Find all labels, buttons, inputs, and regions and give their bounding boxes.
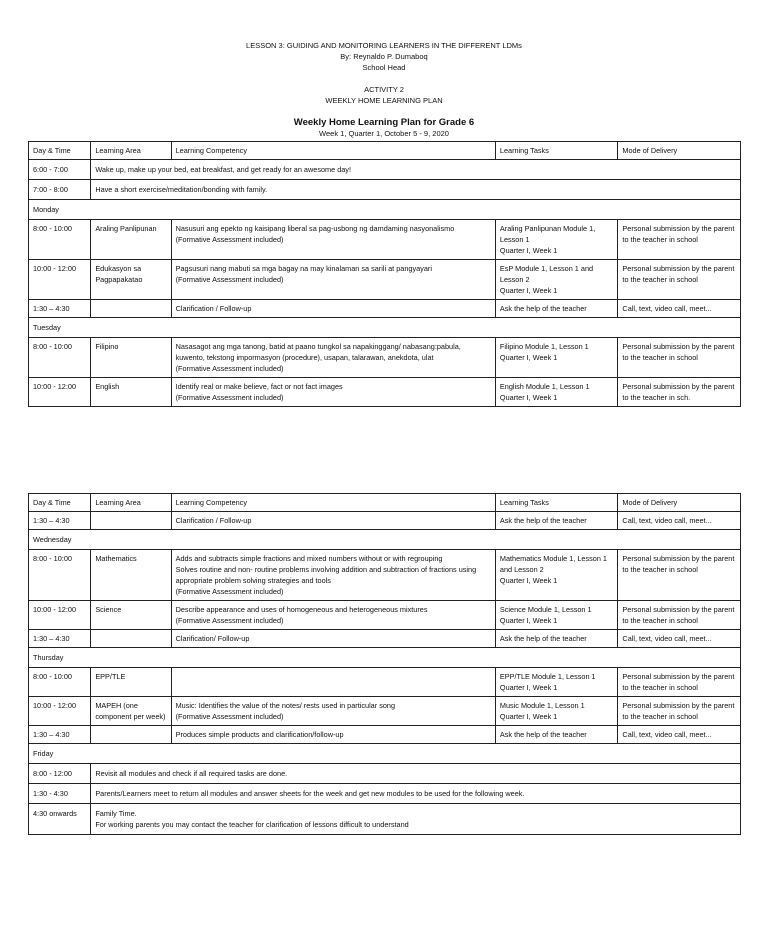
- column-header: Mode of Delivery: [618, 142, 741, 160]
- learning-area-cell: EPP/TLE: [91, 668, 171, 697]
- column-header: Learning Competency: [171, 494, 495, 512]
- table-row: [29, 338, 741, 378]
- delivery-cell: Call, text, video call, meet...: [618, 726, 741, 744]
- tasks-cell: English Module 1, Lesson 1 Quarter I, Week 1: [495, 378, 618, 407]
- time-cell: 8:00 - 10:00: [29, 338, 91, 378]
- tasks-cell: Ask the help of the teacher: [495, 726, 618, 744]
- learning-plan-table-2: [28, 493, 741, 835]
- day-row: [29, 318, 741, 338]
- table-row: [29, 804, 741, 835]
- plan-title: Weekly Home Learning Plan for Grade 6: [293, 117, 475, 128]
- competency-cell: Clarification/ Follow-up: [171, 630, 495, 648]
- table-row: [29, 764, 741, 784]
- activity-cell: Parents/Learners meet to return all modules and answer sheets for the week and get new modules to be used for the following week.: [91, 784, 741, 804]
- competency-cell: [171, 668, 495, 697]
- tasks-cell: Ask the help of the teacher: [495, 630, 618, 648]
- delivery-cell: Personal submission by the parent to the teacher in sch.: [618, 378, 741, 407]
- tasks-cell: EsP Module 1, Lesson 1 and Lesson 2 Quarter I, Week 1: [495, 260, 618, 300]
- table-row: [29, 784, 741, 804]
- activity-title: WEEKLY HOME LEARNING PLAN: [325, 96, 443, 105]
- delivery-cell: Personal submission by the parent to the teacher in school: [618, 601, 741, 630]
- header-row: [29, 142, 741, 160]
- time-cell: 10:00 - 12:00: [29, 697, 91, 726]
- day-label: Friday: [29, 744, 741, 764]
- time-cell: 1:30 – 4:30: [29, 726, 91, 744]
- competency-cell: Clarification / Follow-up: [171, 300, 495, 318]
- activity-cell: Wake up, make up your bed, eat breakfast, and get ready for an awesome day!: [91, 160, 741, 180]
- competency-cell: Nasasagot ang mga tanong, batid at paano tungkol sa napakinggang/ nabasang:pabula, kuwento, tekstong impormasyon (procedure), usapan, talarawan, anekdota, ulat (Formative Assessment included): [171, 338, 495, 378]
- column-header: Learning Competency: [171, 142, 495, 160]
- table-row: [29, 160, 741, 180]
- competency-cell: Identify real or make believe, fact or not fact images (Formative Assessment included): [171, 378, 495, 407]
- learning-area-cell: MAPEH (one component per week): [91, 697, 171, 726]
- time-cell: 1:30 - 4:30: [29, 784, 91, 804]
- time-cell: 10:00 - 12:00: [29, 260, 91, 300]
- tasks-cell: Ask the help of the teacher: [495, 300, 618, 318]
- table-row: [29, 220, 741, 260]
- learning-area-cell: Filipino: [91, 338, 171, 378]
- lesson-title: LESSON 3: GUIDING AND MONITORING LEARNERS IN THE DIFFERENT LDMs: [246, 41, 522, 50]
- delivery-cell: Call, text, video call, meet...: [618, 512, 741, 530]
- table-row: [29, 697, 741, 726]
- learning-area-cell: Araling Panlipunan: [91, 220, 171, 260]
- delivery-cell: Personal submission by the parent to the teacher in school: [618, 260, 741, 300]
- tasks-cell: Ask the help of the teacher: [495, 512, 618, 530]
- learning-area-cell: Mathematics: [91, 550, 171, 601]
- time-cell: 4:30 onwards: [29, 804, 91, 835]
- table-row: [29, 601, 741, 630]
- learning-area-cell: [91, 630, 171, 648]
- tasks-cell: Mathematics Module 1, Lesson 1 and Lesson 2 Quarter I, Week 1: [495, 550, 618, 601]
- time-cell: 10:00 - 12:00: [29, 601, 91, 630]
- delivery-cell: Personal submission by the parent to the teacher in school: [618, 697, 741, 726]
- activity-label: ACTIVITY 2: [364, 85, 404, 94]
- tasks-cell: EPP/TLE Module 1, Lesson 1 Quarter I, Week 1: [495, 668, 618, 697]
- table-row: [29, 512, 741, 530]
- column-header: Learning Area: [91, 494, 171, 512]
- time-cell: 8:00 - 10:00: [29, 220, 91, 260]
- column-header: Learning Tasks: [495, 142, 618, 160]
- time-cell: 1:30 – 4:30: [29, 300, 91, 318]
- time-cell: 8:00 - 10:00: [29, 550, 91, 601]
- plan-header: [0, 117, 768, 139]
- learning-area-cell: English: [91, 378, 171, 407]
- learning-area-cell: Edukasyon sa Pagpapakatao: [91, 260, 171, 300]
- delivery-cell: Personal submission by the parent to the teacher in school: [618, 338, 741, 378]
- competency-cell: Adds and subtracts simple fractions and mixed numbers without or with regrouping Solves routine and non- routine problems involving addition and subtraction of fractions using appropriate problem solving strategies and tools (Formative Assessment included): [171, 550, 495, 601]
- tasks-cell: Music Module 1, Lesson 1 Quarter I, Week 1: [495, 697, 618, 726]
- header-row: [29, 494, 741, 512]
- table-row: [29, 180, 741, 200]
- tasks-cell: Science Module 1, Lesson 1 Quarter I, Week 1: [495, 601, 618, 630]
- activity-cell: Revisit all modules and check if all required tasks are done.: [91, 764, 741, 784]
- table-row: [29, 668, 741, 697]
- column-header: Learning Area: [91, 142, 171, 160]
- time-cell: 8:00 - 10:00: [29, 668, 91, 697]
- tasks-cell: Araling Panlipunan Module 1, Lesson 1 Quarter I, Week 1: [495, 220, 618, 260]
- table-row: [29, 300, 741, 318]
- day-label: Monday: [29, 200, 741, 220]
- delivery-cell: Personal submission by the parent to the teacher in school: [618, 550, 741, 601]
- competency-cell: Pagsusuri nang mabuti sa mga bagay na may kinalaman sa sarili at pangyayari (Formative Assessment included): [171, 260, 495, 300]
- learning-area-cell: Science: [91, 601, 171, 630]
- delivery-cell: Personal submission by the parent to the teacher in school: [618, 668, 741, 697]
- column-header: Mode of Delivery: [618, 494, 741, 512]
- day-row: [29, 744, 741, 764]
- time-cell: 1:30 – 4:30: [29, 630, 91, 648]
- competency-cell: Clarification / Follow-up: [171, 512, 495, 530]
- author-role: School Head: [362, 63, 406, 72]
- table-row: [29, 378, 741, 407]
- activity-cell: Have a short exercise/meditation/bonding with family.: [91, 180, 741, 200]
- tasks-cell: Filipino Module 1, Lesson 1 Quarter I, Week 1: [495, 338, 618, 378]
- learning-area-cell: [91, 512, 171, 530]
- day-label: Thursday: [29, 648, 741, 668]
- day-label: Tuesday: [29, 318, 741, 338]
- day-row: [29, 530, 741, 550]
- competency-cell: Music: Identifies the value of the notes/ rests used in particular song (Formative Assessment included): [171, 697, 495, 726]
- time-cell: 6:00 - 7:00: [29, 160, 91, 180]
- learning-area-cell: [91, 300, 171, 318]
- day-label: Wednesday: [29, 530, 741, 550]
- day-row: [29, 648, 741, 668]
- learning-plan-table-1: [28, 141, 741, 407]
- delivery-cell: Personal submission by the parent to the teacher in school: [618, 220, 741, 260]
- column-header: Day & Time: [29, 494, 91, 512]
- time-cell: 7:00 - 8:00: [29, 180, 91, 200]
- competency-cell: Describe appearance and uses of homogeneous and heterogeneous mixtures (Formative Assessment included): [171, 601, 495, 630]
- author-line: By: Reynaldo P. Dumaboq: [340, 52, 428, 61]
- time-cell: 10:00 - 12:00: [29, 378, 91, 407]
- table-row: [29, 630, 741, 648]
- competency-cell: Produces simple products and clarification/follow-up: [171, 726, 495, 744]
- plan-subtitle: Week 1, Quarter 1, October 5 - 9, 2020: [319, 129, 449, 138]
- column-header: Day & Time: [29, 142, 91, 160]
- delivery-cell: Call, text, video call, meet...: [618, 630, 741, 648]
- time-cell: 1:30 – 4:30: [29, 512, 91, 530]
- column-header: Learning Tasks: [495, 494, 618, 512]
- competency-cell: Nasusuri ang epekto ng kaisipang liberal sa pag-usbong ng damdaming nasyonalismo (Formative Assessment included): [171, 220, 495, 260]
- delivery-cell: Call, text, video call, meet...: [618, 300, 741, 318]
- table-row: [29, 260, 741, 300]
- document-header: [0, 40, 768, 106]
- time-cell: 8:00 - 12:00: [29, 764, 91, 784]
- day-row: [29, 200, 741, 220]
- activity-cell: Family Time. For working parents you may contact the teacher for clarification of lessons difficult to understand: [91, 804, 741, 835]
- table-row: [29, 550, 741, 601]
- learning-area-cell: [91, 726, 171, 744]
- table-row: [29, 726, 741, 744]
